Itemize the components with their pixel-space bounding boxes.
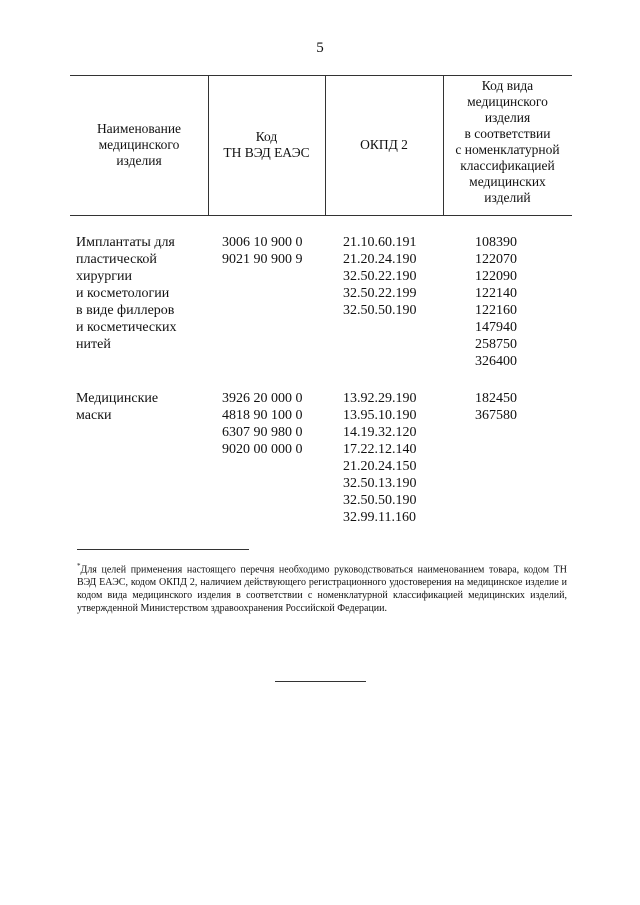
header-name: Наименование медицинского изделия (96, 121, 182, 168)
footnote (77, 560, 567, 615)
row-2-tnved: 3926 20 000 0 4818 90 100 0 6307 90 980 0 9020 00 000 0 (222, 391, 303, 457)
header-tnved: Код ТН ВЭД ЕАЭС (223, 129, 310, 160)
row-2-name: Медицинские маски (76, 391, 159, 423)
header-okpd: ОКПД 2 (360, 137, 408, 152)
page-number: 5 (316, 40, 324, 56)
end-of-document-rule (275, 681, 366, 682)
row-1-tnved: 3006 10 900 0 9021 90 900 9 (222, 235, 303, 267)
footnote-text: Для целей применения настоящего перечня необходимо руководствоваться наименованием товара, кодом ТН ВЭД ЕАЭС, кодом ОКПД 2, наличием действующего регистрационного удостоверения на медицинское изделие и кодом вида медицинского изделия в соответствии с номенклатурной классификацией медицинских изделий, утвержденной Министерством здравоохранения Российской Федерации. (77, 564, 567, 615)
header-nomenclature: Код вида медицинского изделия в соответствии с номенклатурной классификацией медицинских изделий (455, 78, 560, 205)
row-2-okpd: 13.92.29.190 13.95.10.190 14.19.32.120 17.22.12.140 21.20.24.150 32.50.13.190 32.50.50.190 32.99.11.160 (343, 391, 417, 525)
footnote-separator (77, 549, 249, 550)
row-1-nomenclature: 108390 122070 122090 122140 122160 147940 258750 326400 (475, 235, 517, 369)
footnote-marker: * (77, 562, 81, 570)
row-1-name: Имплантаты для пластической хирургии и косметологии в виде филлеров и косметических нитей (76, 235, 177, 352)
row-1-okpd: 21.10.60.191 21.20.24.190 32.50.22.190 32.50.22.199 32.50.50.190 (343, 235, 417, 318)
row-2-nomenclature: 182450 367580 (475, 391, 517, 423)
table-header-rule (70, 215, 572, 216)
